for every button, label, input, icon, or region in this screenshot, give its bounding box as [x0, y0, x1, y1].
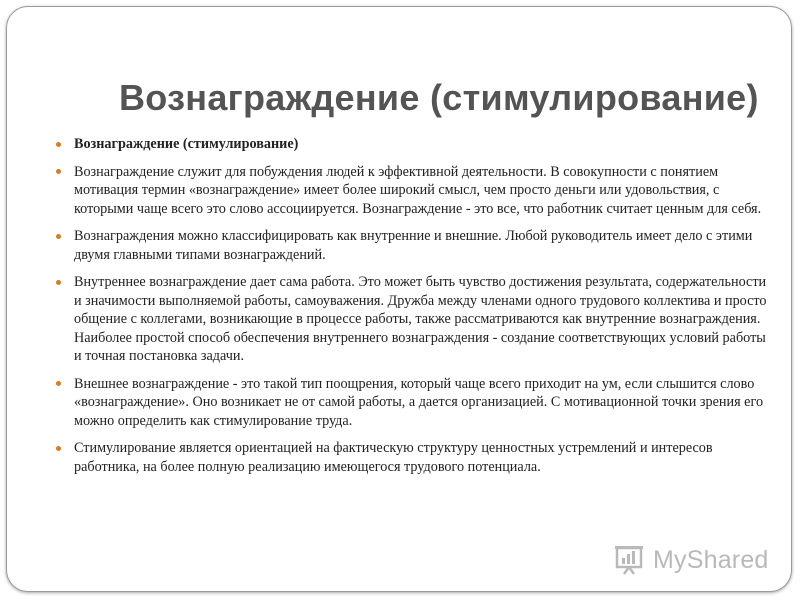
- bullet-item: [74, 163, 774, 219]
- bullet-marker-icon: [56, 381, 61, 386]
- bullet-text: Вознаграждения можно классифицировать как внутренние и внешние. Любой руководитель имеет дело с этими двумя главными типами вознаграждений.: [74, 228, 753, 263]
- slide-title: Вознаграждение (стимулирование): [119, 77, 759, 118]
- slide: [6, 6, 792, 592]
- bullet-marker-icon: [56, 280, 61, 285]
- bullet-item: [74, 135, 774, 154]
- bullet-text: Внешнее вознаграждение - это такой тип поощрения, который чаще всего приходит на ум, если слышится слово «вознаграждение». Оно возникает не от самой работы, а дается организацией. С мотивационной точки зрения его можно определить как стимулирование труда.: [74, 375, 764, 429]
- bullet-marker-icon: [56, 234, 61, 239]
- myshared-logo-icon: [614, 544, 648, 576]
- bullet-item: [74, 375, 774, 431]
- bullet-marker-icon: [56, 142, 61, 147]
- watermark-text: MyShared: [653, 545, 769, 574]
- myshared-watermark[interactable]: [614, 544, 769, 576]
- bullet-item: [74, 227, 774, 264]
- bullet-text: Вознаграждение (стимулирование): [74, 136, 299, 152]
- bullet-marker-icon: [56, 446, 61, 451]
- bullet-item: [74, 273, 774, 366]
- bullet-item: [74, 439, 774, 476]
- bullet-text: Стимулирование является ориентацией на фактическую структуру ценностных устремлений и интересов работника, на более полную реализацию имеющегося трудового потенциала.: [74, 440, 713, 475]
- bullet-marker-icon: [56, 169, 61, 174]
- bullet-text: Вознаграждение служит для побуждения людей к эффективной деятельности. В совокупности с понятием мотивация термин «вознаграждение» имеет более широкий смысл, чем просто деньги или удовольствия, с которыми чаще всего это слово ассоциируется. Вознаграждение - это все, что работник считает ценным для себя.: [74, 163, 762, 217]
- bullet-list: [74, 135, 774, 485]
- bullet-text: Внутреннее вознаграждение дает сама работа. Это может быть чувство достижения результата, содержательности и значимости выполняемой работы, самоуважения. Дружба между членами одного трудового коллектива и просто общение с коллегами, возникающие в процессе работы, также рассматриваются как внутренние вознаграждения. Наиболее простой способ обеспечения внутреннего вознаграждения - создание соответствующих условий работы и точная постановка задачи.: [74, 274, 767, 364]
